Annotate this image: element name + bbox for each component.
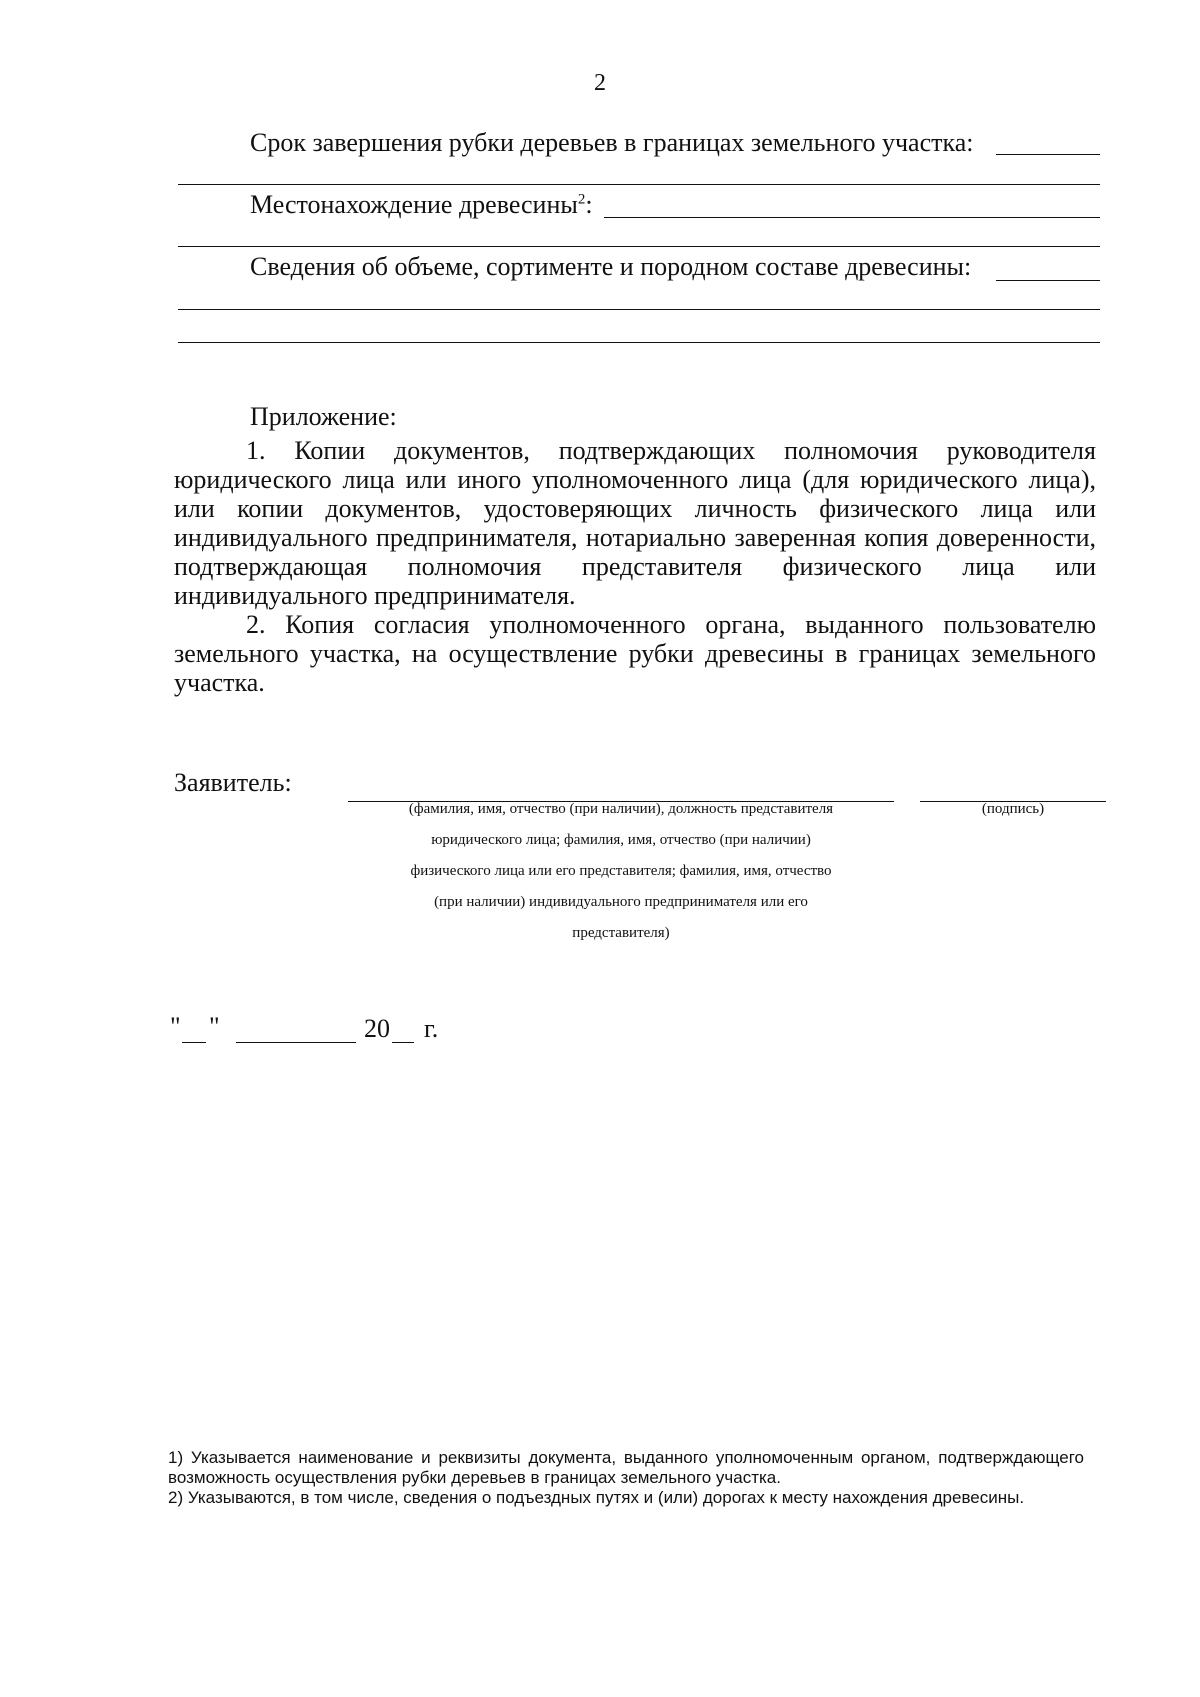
wood-location-label-colon: : bbox=[585, 190, 593, 219]
page-number: 2 bbox=[594, 70, 606, 96]
wood-location-input-line[interactable] bbox=[604, 217, 1100, 218]
caption-line-2: юридического лица; фамилия, имя, отчество (при наличии) bbox=[431, 832, 811, 848]
footnote-ref-2: 2 bbox=[577, 191, 586, 208]
date-year-line[interactable] bbox=[392, 1042, 414, 1043]
wood-location-label-text: Местонахождение древесины bbox=[250, 190, 578, 219]
footnotes bbox=[168, 1448, 1084, 1508]
wood-volume-continuation-line-2[interactable] bbox=[178, 342, 1100, 343]
completion-date-label: Срок завершения рубки деревьев в границах земельного участка: bbox=[250, 128, 974, 157]
attachment-item-1: 1. Копии документов, подтверждающих полномочия руководителя юридического лица или иного уполномоченного лица (для юридического лица), или копии документов, удостоверяющих личность физического лица или индивидуального предпринимателя, нотариально заверенная копия доверенности, подтверждающая полномочия представителя физического лица или индивидуального предпринимателя. bbox=[174, 436, 1096, 610]
caption-line-5: представителя) bbox=[572, 925, 670, 941]
date-year-suffix: г. bbox=[424, 1014, 439, 1043]
date-month-line[interactable] bbox=[236, 1042, 356, 1043]
caption-line-1: (фамилия, имя, отчество (при наличии), должность представителя bbox=[408, 801, 834, 817]
wood-volume-input-line[interactable] bbox=[996, 280, 1100, 281]
applicant-label: Заявитель: bbox=[174, 768, 292, 797]
signature-caption: (подпись) bbox=[981, 801, 1045, 817]
footnote-2: 2) Указываются, в том числе, сведения о подъездных путях и (или) дорогах к месту нахождения древесины. bbox=[168, 1488, 1025, 1507]
date-open-quote: " bbox=[170, 1012, 181, 1041]
caption-line-4: (при наличии) индивидуального предпринимателя или его bbox=[434, 894, 808, 910]
wood-location-continuation-line[interactable] bbox=[178, 246, 1100, 247]
date-day-line[interactable] bbox=[182, 1042, 206, 1043]
completion-date-continuation-line[interactable] bbox=[178, 184, 1100, 185]
date-year-prefix: 20 bbox=[364, 1014, 390, 1043]
wood-volume-label: Сведения об объеме, сортименте и породном составе древесины: bbox=[250, 252, 972, 281]
completion-date-input-line[interactable] bbox=[996, 154, 1100, 155]
wood-location-label bbox=[250, 190, 593, 220]
wood-volume-continuation-line-1[interactable] bbox=[178, 309, 1100, 310]
applicant-name-caption bbox=[348, 800, 894, 955]
date-close-quote: " bbox=[209, 1012, 220, 1041]
footnote-1: 1) Указывается наименование и реквизиты документа, выданного уполномоченным органом, подтверждающего возможность осуществления рубки деревьев в границах земельного участка. bbox=[168, 1448, 1084, 1487]
caption-line-3: физического лица или его представителя; фамилия, имя, отчество bbox=[410, 863, 832, 879]
attachments-list bbox=[174, 436, 1096, 697]
attachments-heading: Приложение: bbox=[250, 402, 397, 431]
attachment-item-2: 2. Копия согласия уполномоченного органа, выданного пользователю земельного участка, на осуществление рубки древесины в границах земельного участка. bbox=[174, 610, 1096, 697]
